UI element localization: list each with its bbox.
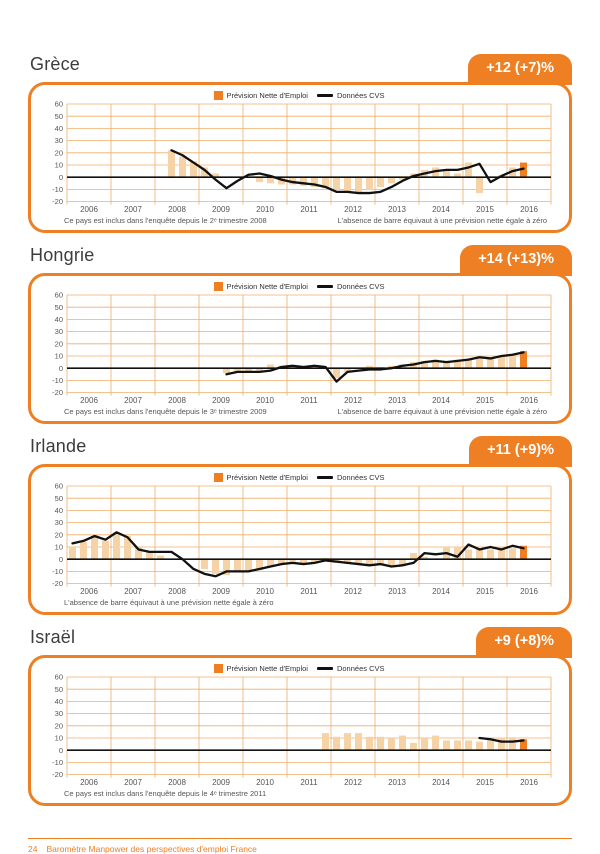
chart-section-hungary — [28, 245, 572, 424]
bar-swatch-icon — [214, 91, 223, 100]
svg-text:40: 40 — [54, 506, 63, 515]
legend-label: Prévision Nette d'Emploi — [226, 281, 308, 291]
note-left: Ce pays est inclus dans l'enquête depuis le 4ᵉ trimestre 2011 — [64, 789, 267, 798]
bar-swatch-icon — [214, 282, 223, 291]
legend-item-bars — [214, 473, 308, 482]
svg-text:-20: -20 — [52, 388, 63, 398]
svg-text:2010: 2010 — [256, 587, 274, 597]
svg-text:10: 10 — [54, 351, 63, 361]
chart-section-israel — [28, 627, 572, 806]
svg-text:50: 50 — [54, 111, 63, 121]
svg-text:2013: 2013 — [388, 778, 406, 788]
svg-text:2016: 2016 — [520, 587, 538, 597]
legend-item-line — [317, 473, 385, 482]
legend-item-line — [317, 282, 385, 291]
svg-text:60: 60 — [54, 674, 63, 682]
page-footer — [28, 838, 572, 854]
chart-canvas — [37, 292, 561, 406]
svg-text:-10: -10 — [52, 567, 63, 576]
svg-text:60: 60 — [54, 483, 63, 491]
svg-text:0: 0 — [58, 745, 63, 755]
svg-text:2010: 2010 — [256, 205, 274, 215]
svg-text:2013: 2013 — [388, 205, 406, 215]
svg-text:2007: 2007 — [124, 778, 142, 788]
svg-text:2013: 2013 — [388, 396, 406, 406]
outlook-badge: +9 (+8)% — [476, 627, 572, 658]
svg-text:30: 30 — [54, 327, 63, 337]
svg-text:2009: 2009 — [212, 396, 230, 406]
svg-text:2011: 2011 — [300, 778, 318, 788]
legend-label: Prévision Nette d'Emploi — [226, 663, 308, 673]
svg-text:2008: 2008 — [168, 396, 186, 406]
svg-text:2008: 2008 — [168, 587, 186, 597]
legend-label: Données CVS — [336, 281, 385, 291]
bar-swatch-icon — [214, 473, 223, 482]
report-title: Baromètre Manpower des perspectives d'emploi France — [46, 844, 257, 854]
svg-text:2009: 2009 — [212, 587, 230, 597]
svg-text:2011: 2011 — [300, 587, 318, 597]
svg-text:2015: 2015 — [476, 396, 494, 406]
chart-section-greece — [28, 54, 572, 233]
legend-item-bars — [214, 282, 308, 291]
svg-text:40: 40 — [54, 124, 63, 133]
svg-text:-10: -10 — [52, 758, 63, 767]
chart-notes — [37, 215, 561, 228]
svg-text:2012: 2012 — [344, 396, 362, 406]
page-number: 24 — [28, 844, 38, 854]
svg-text:2015: 2015 — [476, 587, 494, 597]
svg-text:-20: -20 — [52, 579, 63, 589]
svg-text:2011: 2011 — [300, 205, 318, 215]
svg-text:2016: 2016 — [520, 396, 538, 406]
svg-text:50: 50 — [54, 684, 63, 694]
note-right: L'absence de barre équivaut à une prévision nette égale à zéro — [337, 407, 547, 416]
note-right: L'absence de barre équivaut à une prévision nette égale à zéro — [337, 216, 547, 225]
svg-text:10: 10 — [54, 160, 63, 170]
svg-text:40: 40 — [54, 697, 63, 706]
svg-text:2016: 2016 — [520, 778, 538, 788]
line-swatch-icon — [317, 94, 333, 97]
outlook-badge: +11 (+9)% — [469, 436, 572, 467]
legend-item-bars — [214, 91, 308, 100]
legend-label: Prévision Nette d'Emploi — [226, 90, 308, 100]
chart-notes — [37, 597, 561, 610]
svg-text:20: 20 — [54, 148, 63, 158]
svg-text:-10: -10 — [52, 376, 63, 385]
svg-text:50: 50 — [54, 493, 63, 503]
svg-text:2012: 2012 — [344, 778, 362, 788]
chart-notes — [37, 406, 561, 419]
svg-text:2013: 2013 — [388, 587, 406, 597]
chart-panel — [28, 655, 572, 806]
svg-text:30: 30 — [54, 709, 63, 719]
svg-text:30: 30 — [54, 136, 63, 146]
svg-text:2010: 2010 — [256, 396, 274, 406]
report-page — [28, 0, 572, 854]
svg-text:20: 20 — [54, 530, 63, 540]
svg-text:2012: 2012 — [344, 587, 362, 597]
country-title: Hongrie — [30, 245, 95, 265]
country-title: Irlande — [30, 436, 87, 456]
svg-text:20: 20 — [54, 339, 63, 349]
chart-legend — [37, 471, 561, 483]
svg-text:2015: 2015 — [476, 778, 494, 788]
svg-text:2014: 2014 — [432, 587, 450, 597]
svg-text:2008: 2008 — [168, 778, 186, 788]
svg-text:2007: 2007 — [124, 587, 142, 597]
svg-text:10: 10 — [54, 542, 63, 552]
svg-text:2008: 2008 — [168, 205, 186, 215]
country-title: Israël — [30, 627, 76, 647]
svg-text:2006: 2006 — [80, 396, 98, 406]
legend-item-line — [317, 91, 385, 100]
svg-text:-10: -10 — [52, 185, 63, 194]
svg-text:2010: 2010 — [256, 778, 274, 788]
svg-text:0: 0 — [58, 363, 63, 373]
legend-label: Données CVS — [336, 663, 385, 673]
svg-text:50: 50 — [54, 302, 63, 312]
legend-label: Prévision Nette d'Emploi — [226, 472, 308, 482]
outlook-badge: +12 (+7)% — [468, 54, 572, 85]
chart-legend — [37, 662, 561, 674]
section-head — [28, 627, 572, 655]
line-swatch-icon — [317, 285, 333, 288]
bar-swatch-icon — [214, 664, 223, 673]
chart-legend — [37, 280, 561, 292]
chart-notes — [37, 788, 561, 801]
svg-text:60: 60 — [54, 292, 63, 300]
chart-section-ireland — [28, 436, 572, 615]
svg-text:2014: 2014 — [432, 778, 450, 788]
svg-text:2007: 2007 — [124, 396, 142, 406]
svg-text:2009: 2009 — [212, 778, 230, 788]
svg-text:2009: 2009 — [212, 205, 230, 215]
svg-text:2007: 2007 — [124, 205, 142, 215]
line-swatch-icon — [317, 667, 333, 670]
svg-text:0: 0 — [58, 554, 63, 564]
svg-text:2012: 2012 — [344, 205, 362, 215]
svg-text:2006: 2006 — [80, 587, 98, 597]
outlook-badge: +14 (+13)% — [460, 245, 572, 276]
chart-legend — [37, 89, 561, 101]
legend-label: Données CVS — [336, 90, 385, 100]
svg-text:30: 30 — [54, 518, 63, 528]
legend-item-line — [317, 664, 385, 673]
line-swatch-icon — [317, 476, 333, 479]
svg-text:60: 60 — [54, 101, 63, 109]
chart-canvas — [37, 483, 561, 597]
chart-panel — [28, 464, 572, 615]
note-left: L'absence de barre équivaut à une prévision nette égale à zéro — [64, 598, 274, 607]
chart-canvas — [37, 674, 561, 788]
svg-text:40: 40 — [54, 315, 63, 324]
chart-canvas — [37, 101, 561, 215]
chart-panel — [28, 273, 572, 424]
svg-text:2006: 2006 — [80, 778, 98, 788]
section-head — [28, 54, 572, 82]
svg-text:2011: 2011 — [300, 396, 318, 406]
note-left: Ce pays est inclus dans l'enquête depuis le 2ᵉ trimestre 2008 — [64, 216, 267, 225]
country-title: Grèce — [30, 54, 81, 74]
svg-text:2006: 2006 — [80, 205, 98, 215]
section-head — [28, 245, 572, 273]
legend-label: Données CVS — [336, 472, 385, 482]
chart-panel — [28, 82, 572, 233]
svg-text:2014: 2014 — [432, 205, 450, 215]
svg-text:2015: 2015 — [476, 205, 494, 215]
svg-text:10: 10 — [54, 733, 63, 743]
svg-text:-20: -20 — [52, 197, 63, 207]
svg-text:2016: 2016 — [520, 205, 538, 215]
note-left: Ce pays est inclus dans l'enquête depuis le 3ᵉ trimestre 2009 — [64, 407, 267, 416]
svg-text:-20: -20 — [52, 770, 63, 780]
svg-text:0: 0 — [58, 172, 63, 182]
legend-item-bars — [214, 664, 308, 673]
svg-text:2014: 2014 — [432, 396, 450, 406]
section-head — [28, 436, 572, 464]
svg-text:20: 20 — [54, 721, 63, 731]
